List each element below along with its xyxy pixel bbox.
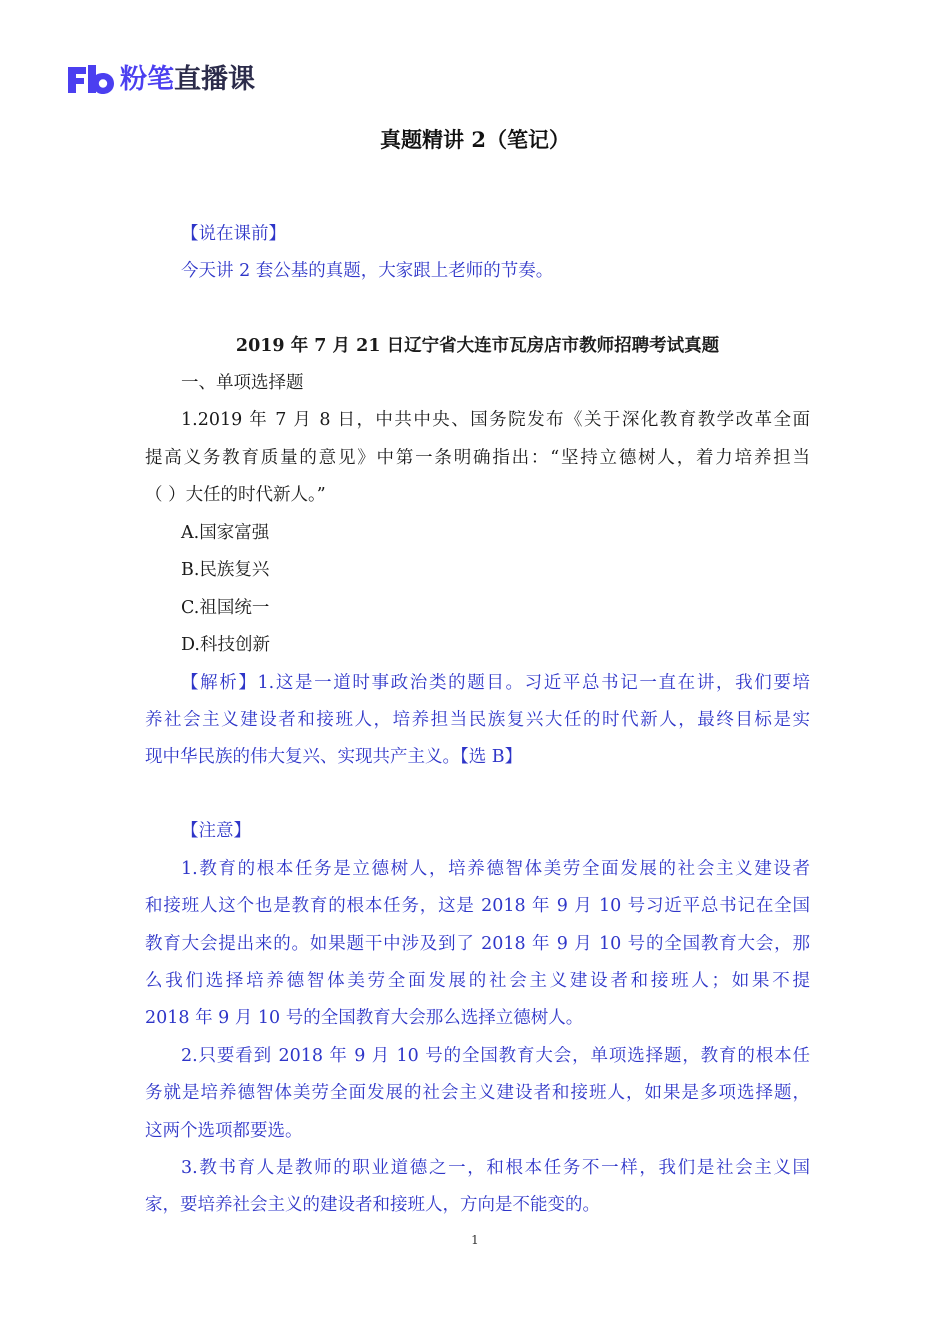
note-line: 1.教育的根本任务是立德树人，培养德智体美劳全面发展的社会主义建设者 (181, 859, 810, 879)
exam-title: 2019 年 7 月 21 日辽宁省大连市瓦房店市教师招聘考试真题 (235, 336, 720, 356)
option-d: D.科技创新 (181, 635, 270, 655)
brand-logo (66, 60, 255, 100)
fenbi-logo-icon (66, 63, 116, 97)
note-line: 教育大会提出来的。如果题干中涉及到了 2018 年 9 月 10 号的全国教育大会，那 (145, 934, 810, 954)
section-heading: 一、单项选择题 (181, 373, 304, 393)
option-c: C.祖国统一 (181, 598, 270, 618)
notes-heading: 【注意】 (181, 821, 251, 841)
note-line: 务就是培养德智体美劳全面发展的社会主义建设者和接班人，如果是多项选择题， (145, 1083, 810, 1103)
note-line: 2018 年 9 月 10 号的全国教育大会那么选择立德树人。 (145, 1008, 584, 1028)
note-line: 么我们选择培养德智体美劳全面发展的社会主义建设者和接班人；如果不提 (145, 971, 810, 991)
intro-heading: 【说在课前】 (181, 224, 286, 244)
logo-product: 直播课 (174, 64, 255, 95)
logo-brand: 粉笔 (120, 64, 174, 95)
analysis-line: 现中华民族的伟大复兴、实现共产主义。【选 B】 (145, 747, 523, 767)
intro-text: 今天讲 2 套公基的真题，大家跟上老师的节奏。 (181, 261, 554, 281)
question-line: 提高义务教育质量的意见》中第一条明确指出：“坚持立德树人，着力培养担当 (145, 448, 810, 468)
note-line: 这两个选项都要选。 (145, 1121, 303, 1141)
question-line: （ ）大任的时代新人。” (145, 485, 326, 505)
logo-wordmark (120, 63, 255, 97)
note-line: 2.只要看到 2018 年 9 月 10 号的全国教育大会，单项选择题，教育的根本任 (181, 1046, 810, 1066)
note-line: 3.教书育人是教师的职业道德之一，和根本任务不一样，我们是社会主义国 (181, 1158, 810, 1178)
page-number: 1 (471, 1233, 479, 1247)
analysis-line: 【解析】1.这是一道时事政治类的题目。习近平总书记一直在讲，我们要培 (181, 673, 810, 693)
question-line: 1.2019 年 7 月 8 日，中共中央、国务院发布《关于深化教育教学改革全面 (181, 410, 810, 430)
option-b: B.民族复兴 (181, 560, 270, 580)
analysis-line: 养社会主义建设者和接班人，培养担当民族复兴大任的时代新人，最终目标是实 (145, 710, 810, 730)
note-line: 家，要培养社会主义的建设者和接班人，方向是不能变的。 (145, 1195, 600, 1215)
option-a: A.国家富强 (181, 523, 270, 543)
note-line: 和接班人这个也是教育的根本任务，这是 2018 年 9 月 10 号习近平总书记在全国 (145, 896, 810, 916)
page-title: 真题精讲 2（笔记） (380, 127, 570, 152)
